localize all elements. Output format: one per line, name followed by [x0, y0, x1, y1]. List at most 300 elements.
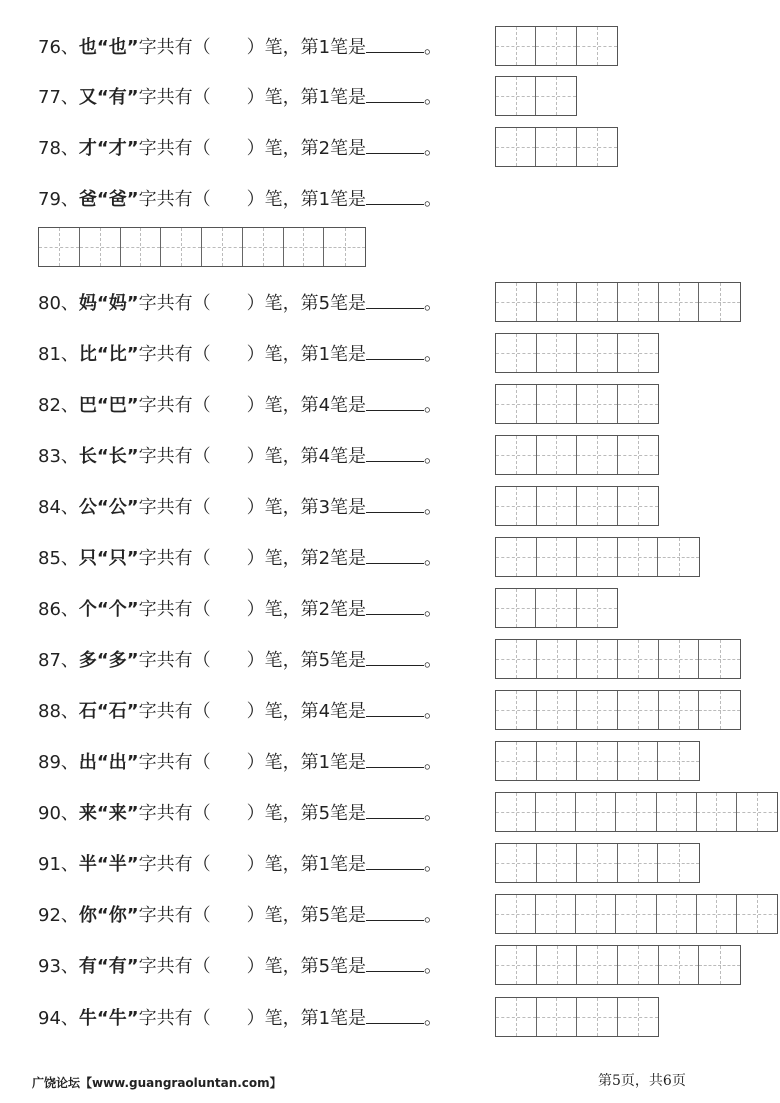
grid-cell[interactable]	[537, 385, 578, 423]
grid-cell[interactable]	[536, 793, 576, 831]
quoted-character: “你”	[96, 905, 139, 926]
grid-cell[interactable]	[699, 691, 740, 729]
grid-cell[interactable]	[618, 385, 658, 423]
period: 。	[424, 1008, 443, 1029]
quoted-character: “个”	[96, 599, 139, 620]
question-number: 88、	[38, 701, 79, 722]
grid-cell[interactable]	[496, 77, 536, 115]
grid-cell[interactable]	[618, 640, 659, 678]
stroke-index: 5	[318, 956, 331, 977]
target-character: 石	[78, 701, 97, 722]
quoted-character: “有”	[96, 956, 139, 977]
quoted-character: “才”	[96, 138, 139, 159]
grid-cell[interactable]	[659, 640, 700, 678]
grid-cell[interactable]	[577, 946, 618, 984]
writing-grid[interactable]	[495, 333, 659, 373]
question-tail: 笔是	[330, 752, 367, 773]
target-character: 公	[78, 497, 97, 518]
question-row	[38, 537, 780, 577]
quoted-character: “公”	[96, 497, 139, 518]
grid-cell[interactable]	[496, 538, 537, 576]
question-text	[38, 86, 442, 109]
grid-cell[interactable]	[577, 436, 618, 474]
grid-cell[interactable]	[80, 228, 121, 266]
answer-blank[interactable]	[366, 292, 424, 309]
grid-cell[interactable]	[496, 895, 536, 933]
question-text	[38, 292, 442, 315]
question-row	[38, 588, 780, 628]
question-number: 84、	[38, 497, 79, 518]
grid-cell[interactable]	[618, 691, 659, 729]
grid-cell[interactable]	[496, 844, 537, 882]
target-character: 爸	[78, 189, 97, 210]
writing-grid[interactable]	[495, 384, 659, 424]
quoted-character: “比”	[96, 344, 139, 365]
question-number: 82、	[38, 395, 79, 416]
answer-blank[interactable]	[366, 853, 424, 870]
question-tail: 笔是	[330, 87, 367, 108]
grid-cell[interactable]	[284, 228, 325, 266]
grid-cell[interactable]	[577, 538, 618, 576]
answer-blank[interactable]	[366, 137, 424, 154]
grid-cell[interactable]	[496, 946, 537, 984]
question-stem: 字共有（ ）笔，第	[138, 37, 319, 58]
writing-grid[interactable]	[495, 945, 741, 985]
period: 。	[424, 37, 443, 58]
grid-cell[interactable]	[699, 946, 740, 984]
writing-grid[interactable]	[495, 127, 618, 167]
question-row	[38, 282, 780, 322]
question-tail: 笔是	[330, 497, 367, 518]
grid-cell[interactable]	[537, 283, 578, 321]
writing-grid[interactable]	[495, 741, 700, 781]
writing-grid[interactable]	[495, 435, 659, 475]
question-tail: 笔是	[330, 548, 367, 569]
grid-cell[interactable]	[618, 844, 659, 882]
question-number: 83、	[38, 446, 79, 467]
grid-cell[interactable]	[161, 228, 202, 266]
writing-grid[interactable]	[495, 486, 659, 526]
grid-cell[interactable]	[737, 793, 777, 831]
grid-cell[interactable]	[618, 283, 659, 321]
grid-cell[interactable]	[577, 844, 618, 882]
question-text	[38, 1007, 442, 1030]
stroke-index: 5	[318, 803, 331, 824]
grid-cell[interactable]	[536, 128, 576, 166]
question-tail: 笔是	[330, 701, 367, 722]
question-text	[38, 394, 442, 417]
answer-blank[interactable]	[366, 86, 424, 103]
grid-cell[interactable]	[657, 895, 697, 933]
grid-cell[interactable]	[658, 844, 699, 882]
grid-cell[interactable]	[537, 640, 578, 678]
stroke-index: 1	[318, 752, 331, 773]
question-number: 77、	[38, 87, 79, 108]
question-tail: 笔是	[330, 803, 367, 824]
writing-grid[interactable]	[495, 76, 577, 116]
answer-blank[interactable]	[366, 751, 424, 768]
grid-cell[interactable]	[577, 27, 617, 65]
question-number: 93、	[38, 956, 79, 977]
grid-cell[interactable]	[699, 640, 740, 678]
grid-cell[interactable]	[577, 487, 618, 525]
question-text	[38, 853, 442, 876]
period: 。	[424, 905, 443, 926]
question-stem: 字共有（ ）笔，第	[138, 344, 319, 365]
writing-grid[interactable]	[495, 690, 741, 730]
grid-cell[interactable]	[699, 283, 740, 321]
question-text	[38, 343, 442, 366]
grid-cell[interactable]	[496, 640, 537, 678]
question-row	[38, 894, 780, 934]
grid-cell[interactable]	[537, 742, 578, 780]
quoted-character: “牛”	[96, 1008, 139, 1029]
quoted-character: “有”	[96, 87, 139, 108]
grid-cell[interactable]	[496, 691, 537, 729]
grid-cell[interactable]	[536, 589, 576, 627]
answer-blank[interactable]	[366, 955, 424, 972]
question-number: 79、	[38, 189, 79, 210]
writing-grid[interactable]	[495, 588, 618, 628]
stroke-index: 1	[318, 1008, 331, 1029]
grid-cell[interactable]	[496, 128, 536, 166]
question-tail: 笔是	[330, 446, 367, 467]
answer-blank[interactable]	[366, 445, 424, 462]
quoted-character: “爸”	[96, 189, 139, 210]
grid-cell[interactable]	[618, 946, 659, 984]
grid-cell[interactable]	[618, 742, 659, 780]
stroke-index: 4	[318, 701, 331, 722]
grid-cell[interactable]	[618, 334, 658, 372]
question-tail: 笔是	[330, 905, 367, 926]
question-stem: 字共有（ ）笔，第	[138, 905, 319, 926]
question-row	[38, 997, 780, 1037]
target-character: 有	[78, 956, 97, 977]
target-character: 只	[78, 548, 97, 569]
period: 。	[424, 956, 443, 977]
period: 。	[424, 87, 443, 108]
question-text	[38, 36, 442, 59]
grid-cell[interactable]	[577, 742, 618, 780]
period: 。	[424, 138, 443, 159]
answer-blank[interactable]	[366, 36, 424, 53]
question-row	[38, 127, 780, 167]
grid-cell[interactable]	[657, 793, 697, 831]
grid-cell[interactable]	[577, 334, 618, 372]
stroke-index: 3	[318, 497, 331, 518]
grid-cell[interactable]	[536, 895, 576, 933]
question-row	[38, 26, 780, 66]
question-text	[38, 188, 442, 211]
target-character: 个	[78, 599, 97, 620]
writing-grid[interactable]	[495, 894, 778, 934]
grid-cell[interactable]	[618, 487, 658, 525]
period: 。	[424, 854, 443, 875]
question-number: 89、	[38, 752, 79, 773]
question-row	[38, 690, 780, 730]
grid-cell[interactable]	[659, 283, 700, 321]
footer-page-number: 第5页，共6页	[598, 1073, 686, 1089]
grid-cell[interactable]	[737, 895, 777, 933]
writing-grid[interactable]	[495, 282, 741, 322]
question-stem: 字共有（ ）笔，第	[138, 752, 319, 773]
stroke-index: 2	[318, 599, 331, 620]
target-character: 巴	[78, 395, 97, 416]
grid-cell[interactable]	[496, 589, 536, 627]
grid-cell[interactable]	[243, 228, 284, 266]
question-row	[38, 384, 780, 424]
period: 。	[424, 650, 443, 671]
question-tail: 笔是	[330, 189, 367, 210]
question-number: 92、	[38, 905, 79, 926]
target-character: 出	[78, 752, 97, 773]
target-character: 来	[78, 803, 97, 824]
grid-cell[interactable]	[576, 793, 616, 831]
question-stem: 字共有（ ）笔，第	[138, 956, 319, 977]
question-row	[38, 741, 780, 781]
period: 。	[424, 344, 443, 365]
question-tail: 笔是	[330, 956, 367, 977]
question-text	[38, 700, 442, 723]
answer-blank[interactable]	[366, 394, 424, 411]
period: 。	[424, 497, 443, 518]
grid-cell[interactable]	[659, 946, 700, 984]
grid-cell[interactable]	[537, 998, 578, 1036]
grid-cell[interactable]	[537, 946, 578, 984]
target-character: 多	[78, 650, 97, 671]
answer-blank[interactable]	[366, 904, 424, 921]
question-number: 91、	[38, 854, 79, 875]
stroke-index: 4	[318, 395, 331, 416]
period: 。	[424, 446, 443, 467]
stroke-index: 1	[318, 189, 331, 210]
target-character: 半	[78, 854, 97, 875]
question-row	[38, 843, 780, 883]
grid-cell[interactable]	[496, 742, 537, 780]
quoted-character: “出”	[96, 752, 139, 773]
grid-cell[interactable]	[537, 436, 578, 474]
grid-cell[interactable]	[496, 27, 536, 65]
question-stem: 字共有（ ）笔，第	[138, 854, 319, 875]
footer-source: 广饶论坛【www.guangraoluntan.com】	[32, 1076, 282, 1090]
question-number: 76、	[38, 37, 79, 58]
grid-cell[interactable]	[697, 895, 737, 933]
grid-cell[interactable]	[39, 228, 80, 266]
question-row	[38, 76, 780, 116]
grid-cell[interactable]	[496, 283, 537, 321]
question-stem: 字共有（ ）笔，第	[138, 701, 319, 722]
stroke-index: 1	[318, 344, 331, 365]
answer-blank[interactable]	[366, 343, 424, 360]
target-character: 妈	[78, 293, 97, 314]
period: 。	[424, 752, 443, 773]
answer-blank[interactable]	[366, 598, 424, 615]
question-number: 87、	[38, 650, 79, 671]
question-text	[38, 547, 442, 570]
question-row	[38, 945, 780, 985]
grid-cell[interactable]	[577, 385, 618, 423]
grid-cell[interactable]	[577, 691, 618, 729]
answer-blank[interactable]	[366, 547, 424, 564]
question-number: 86、	[38, 599, 79, 620]
stroke-index: 1	[318, 87, 331, 108]
writing-grid[interactable]	[38, 227, 366, 267]
question-stem: 字共有（ ）笔，第	[138, 497, 319, 518]
stroke-index: 2	[318, 138, 331, 159]
question-text	[38, 751, 442, 774]
stroke-index: 4	[318, 446, 331, 467]
quoted-character: “多”	[96, 650, 139, 671]
question-stem: 字共有（ ）笔，第	[138, 138, 319, 159]
question-stem: 字共有（ ）笔，第	[138, 650, 319, 671]
target-character: 长	[78, 446, 97, 467]
question-stem: 字共有（ ）笔，第	[138, 446, 319, 467]
writing-grid[interactable]	[495, 997, 659, 1037]
question-tail: 笔是	[330, 1008, 367, 1029]
question-row	[38, 435, 780, 475]
stroke-index: 1	[318, 854, 331, 875]
grid-cell[interactable]	[658, 742, 699, 780]
question-tail: 笔是	[330, 344, 367, 365]
question-tail: 笔是	[330, 395, 367, 416]
question-text	[38, 137, 442, 160]
writing-grid[interactable]	[495, 537, 700, 577]
target-character: 比	[78, 344, 97, 365]
question-text	[38, 649, 442, 672]
question-text	[38, 904, 442, 927]
answer-blank[interactable]	[366, 1007, 424, 1024]
grid-cell[interactable]	[537, 691, 578, 729]
grid-cell[interactable]	[496, 385, 537, 423]
question-number: 94、	[38, 1008, 79, 1029]
grid-cell[interactable]	[496, 793, 536, 831]
grid-cell[interactable]	[659, 691, 700, 729]
grid-cell[interactable]	[537, 844, 578, 882]
grid-cell[interactable]	[618, 998, 658, 1036]
question-stem: 字共有（ ）笔，第	[138, 803, 319, 824]
grid-cell[interactable]	[577, 640, 618, 678]
stroke-index: 5	[318, 293, 331, 314]
answer-blank[interactable]	[366, 700, 424, 717]
writing-grid[interactable]	[495, 792, 778, 832]
grid-cell[interactable]	[536, 77, 576, 115]
question-stem: 字共有（ ）笔，第	[138, 548, 319, 569]
stroke-index: 1	[318, 37, 331, 58]
grid-cell[interactable]	[618, 538, 659, 576]
grid-cell[interactable]	[537, 334, 578, 372]
writing-grid[interactable]	[495, 639, 741, 679]
grid-cell[interactable]	[537, 538, 578, 576]
question-stem: 字共有（ ）笔，第	[138, 189, 319, 210]
question-number: 90、	[38, 803, 79, 824]
grid-cell[interactable]	[536, 27, 576, 65]
question-row	[38, 792, 780, 832]
answer-blank[interactable]	[366, 188, 424, 205]
stroke-index: 5	[318, 650, 331, 671]
quoted-character: “石”	[96, 701, 139, 722]
question-text	[38, 445, 442, 468]
period: 。	[424, 701, 443, 722]
grid-cell[interactable]	[577, 128, 617, 166]
question-tail: 笔是	[330, 293, 367, 314]
question-tail: 笔是	[330, 854, 367, 875]
question-row	[38, 178, 780, 218]
period: 。	[424, 548, 443, 569]
question-stem: 字共有（ ）笔，第	[138, 395, 319, 416]
writing-grid[interactable]	[495, 843, 700, 883]
target-character: 又	[78, 87, 97, 108]
grid-cell[interactable]	[616, 895, 656, 933]
question-number: 78、	[38, 138, 79, 159]
question-stem: 字共有（ ）笔，第	[138, 1008, 319, 1029]
question-tail: 笔是	[330, 37, 367, 58]
grid-cell[interactable]	[697, 793, 737, 831]
quoted-character: “妈”	[96, 293, 139, 314]
question-tail: 笔是	[330, 650, 367, 671]
period: 。	[424, 189, 443, 210]
grid-cell[interactable]	[577, 589, 617, 627]
quoted-character: “巴”	[96, 395, 139, 416]
grid-cell[interactable]	[324, 228, 365, 266]
grid-cell[interactable]	[616, 793, 656, 831]
question-number: 81、	[38, 344, 79, 365]
period: 。	[424, 599, 443, 620]
target-character: 也	[78, 37, 97, 58]
grid-cell[interactable]	[496, 487, 537, 525]
grid-cell[interactable]	[202, 228, 243, 266]
question-row	[38, 486, 780, 526]
question-stem: 字共有（ ）笔，第	[138, 293, 319, 314]
stroke-index: 2	[318, 548, 331, 569]
grid-cell[interactable]	[576, 895, 616, 933]
quoted-character: “半”	[96, 854, 139, 875]
period: 。	[424, 293, 443, 314]
target-character: 你	[78, 905, 97, 926]
writing-grid[interactable]	[495, 26, 618, 66]
question-text	[38, 802, 442, 825]
grid-cell[interactable]	[577, 998, 618, 1036]
grid-cell[interactable]	[121, 228, 162, 266]
grid-cell[interactable]	[618, 436, 658, 474]
stroke-index: 5	[318, 905, 331, 926]
question-tail: 笔是	[330, 599, 367, 620]
target-character: 牛	[78, 1008, 97, 1029]
question-text	[38, 598, 442, 621]
answer-blank[interactable]	[366, 802, 424, 819]
grid-cell[interactable]	[577, 283, 618, 321]
grid-cell[interactable]	[496, 436, 537, 474]
quoted-character: “长”	[96, 446, 139, 467]
quoted-character: “来”	[96, 803, 139, 824]
grid-cell[interactable]	[658, 538, 699, 576]
question-row	[38, 333, 780, 373]
period: 。	[424, 395, 443, 416]
question-number: 80、	[38, 293, 79, 314]
question-text	[38, 955, 442, 978]
answer-blank[interactable]	[366, 649, 424, 666]
grid-cell[interactable]	[496, 998, 537, 1036]
question-stem: 字共有（ ）笔，第	[138, 599, 319, 620]
question-text	[38, 496, 442, 519]
grid-cell[interactable]	[496, 334, 537, 372]
quoted-character: “也”	[96, 37, 139, 58]
question-number: 85、	[38, 548, 79, 569]
target-character: 才	[78, 138, 97, 159]
question-stem: 字共有（ ）笔，第	[138, 87, 319, 108]
answer-blank[interactable]	[366, 496, 424, 513]
question-row	[38, 639, 780, 679]
grid-cell[interactable]	[537, 487, 578, 525]
